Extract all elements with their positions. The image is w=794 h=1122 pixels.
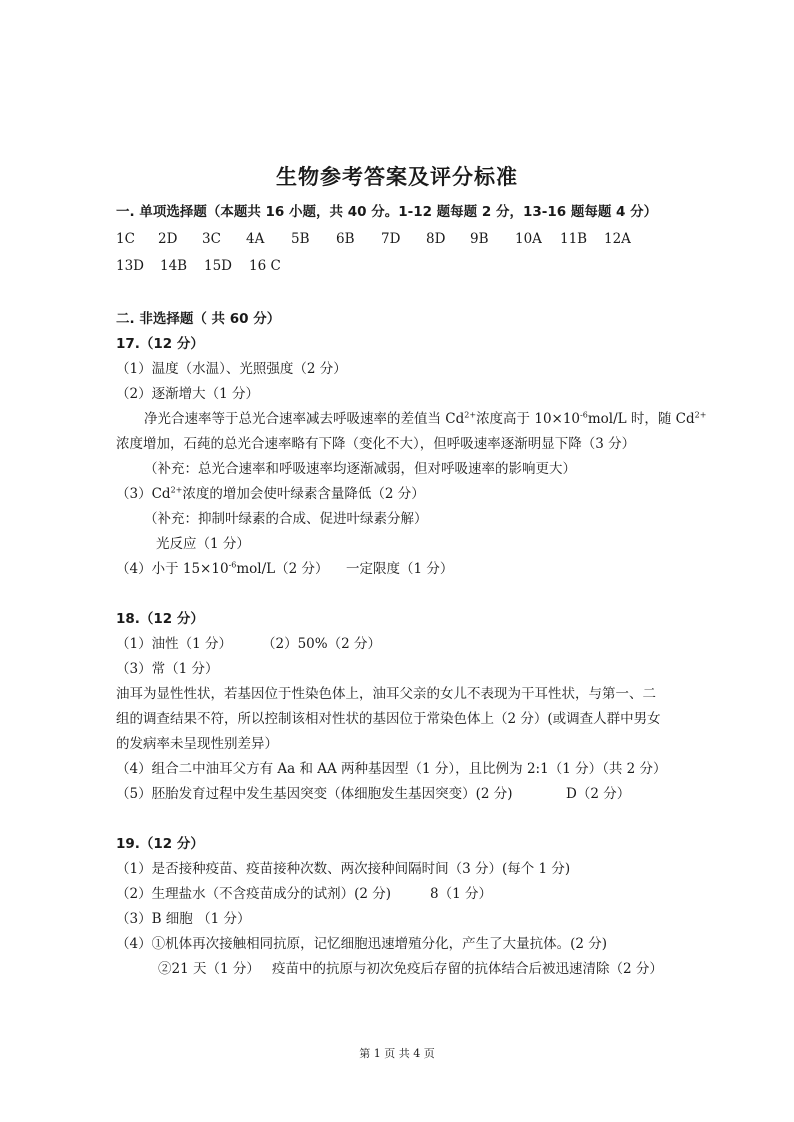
q19-line-5a: ②21 天（1 分）	[158, 961, 260, 977]
q18-line-7b: D（2 分）	[566, 786, 631, 802]
answer-item: 12A	[604, 231, 631, 247]
section1-heading: 一. 单项选择题（本题共 16 小题，共 40 分。1-12 题每题 2 分，13-16 题每题 4 分）	[116, 204, 658, 220]
answer-item: 10A	[515, 231, 542, 247]
q19-line-5b: 疫苗中的抗原与初次免疫后存留的抗体结合后被迅速清除（2 分）	[272, 961, 663, 977]
q18-line-1a: （1）油性（1 分）	[116, 636, 232, 652]
answer-item: 3C	[202, 231, 221, 247]
answer-item: 13D	[116, 258, 145, 274]
answer-item: 9B	[470, 231, 489, 247]
answer-item: 11B	[560, 231, 588, 247]
q17-line-8: 光反应（1 分）	[156, 536, 250, 552]
q18-line-7a: （5）胚胎发育过程中发生基因突变（体细胞发生基因突变）(2 分)	[116, 786, 513, 802]
page-title: 生物参考答案及评分标准	[276, 165, 518, 189]
q17-line-1: （1）温度（水温）、光照强度（2 分）	[116, 361, 347, 377]
answer-item: 1C	[116, 231, 135, 247]
q18-line-5: 的发病率未呈现性别差异）	[116, 736, 278, 752]
q17-line-6: $(3)Cd^{2+}$浓度的增加会使叶绿素含量降低（2 分）	[116, 485, 425, 502]
q17-line-9: （4）小于 $15\times 10^{-6}mol/L(2$ 分）	[116, 560, 329, 577]
answer-item: 5B	[291, 231, 310, 247]
q17-line-4: 浓度增加，石莼的总光合速率略有下降（变化不大），但呼吸速率逐渐明显下降（3 分）	[116, 436, 636, 452]
q17-title: 17.（12 分）	[116, 336, 204, 352]
q17-line-3: 净光合速率等于总光合速率减去呼吸速率的差值当 $Cd^{2+}$浓度高于 $10\times 10^{-6}mol/L$ 时，随 $Cd^{2+}$	[144, 410, 707, 427]
q18-line-2: （3）常（1 分）	[116, 661, 219, 677]
q18-line-6: （4）组合二中油耳父方有 Aa 和 AA 两种基因型（1 分），且比例为 2:1（1 分）（共 2 分）	[116, 761, 667, 777]
q17-line-2: （2）逐渐增大（1 分）	[116, 386, 259, 402]
answer-item: 16 C	[249, 258, 281, 274]
q19-line-2b: 8（1 分）	[430, 886, 492, 902]
q19-line-4: （4）①机体再次接触相同抗原，记忆细胞迅速增殖分化，产生了大量抗体。(2 分)	[116, 936, 608, 952]
section2-heading: 二. 非选择题（ 共 60 分）	[116, 311, 281, 327]
q17-line-5: （补充：总光合速率和呼吸速率均逐渐减弱，但对呼吸速率的影响更大）	[144, 461, 576, 477]
q18-line-3: 油耳为显性性状，若基因位于性染色体上，油耳父亲的女儿不表现为干耳性状，与第一、二	[116, 686, 656, 702]
q18-line-4: 组的调查结果不符，所以控制该相对性状的基因位于常染色体上（2 分）(或调查人群中男女	[116, 711, 661, 727]
answer-item: 4A	[246, 231, 265, 247]
answer-item: 2D	[158, 231, 178, 247]
q19-line-3: （3）B 细胞 （1 分）	[116, 911, 251, 927]
q19-line-1: （1）是否接种疫苗、疫苗接种次数、两次接种间隔时间（3 分）(每个 1 分)	[116, 861, 571, 877]
q19-title: 19.（12 分）	[116, 836, 204, 852]
q19-line-2a: （2）生理盐水（不含疫苗成分的试剂）(2 分)	[116, 886, 392, 902]
q18-title: 18.（12 分）	[116, 611, 204, 627]
q18-line-1b: （2）50%（2 分）	[262, 636, 381, 652]
page-footer: 第 1 页 共 4 页	[359, 1047, 435, 1060]
q17-line-9-extra: 一定限度（1 分）	[346, 561, 454, 577]
answer-item: 14B	[160, 258, 188, 274]
q17-line-7: （补充：抑制叶绿素的合成、促进叶绿素分解）	[144, 511, 428, 527]
answer-item: 6B	[336, 231, 355, 247]
answer-item: 7D	[381, 231, 401, 247]
answer-item: 8D	[426, 231, 446, 247]
answer-item: 15D	[204, 258, 233, 274]
